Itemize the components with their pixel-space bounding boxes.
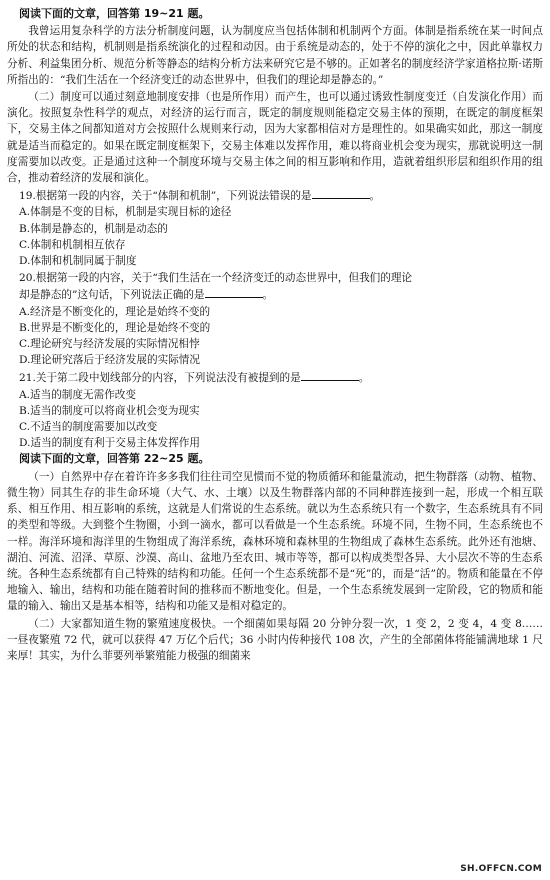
question-21: 21.关于第二段中划线部分的内容，下列说法没有被提到的是 。 xyxy=(19,369,543,386)
option-20-a: A.经济是不断变化的，理论是始终不变的 xyxy=(19,305,211,318)
source-watermark: SH.OFFCN.COM xyxy=(460,863,542,874)
option-19-c: C.体制和机制相互依存 xyxy=(19,238,126,251)
option-21-a: A.适当的制度无需作改变 xyxy=(19,388,136,401)
option-21-d: D.适当的制度有利于交易主体发挥作用 xyxy=(19,437,200,450)
document-page xyxy=(7,6,543,665)
option-20-b: B.世界是不断变化的，理论是始终不变的 xyxy=(19,321,211,334)
option-21-c: C.不适当的制度需要加以改变 xyxy=(19,421,158,434)
option-20-d: D.理论研究落后于经济发展的实际情况 xyxy=(19,354,200,367)
option-19-b: B.体制是静态的，机制是动态的 xyxy=(19,222,168,235)
section-heading-19-21: 阅读下面的文章，回答第 19~21 题。 xyxy=(19,7,210,20)
question-20-cont: 却是静态的”这句话，下列说法正确的是 。 xyxy=(19,286,543,303)
option-19-d: D.体制和机制同属于制度 xyxy=(19,255,137,268)
passage-paragraph-1: 我曾运用复杂科学的方法分析制度问题，认为制度应当包括体制和机制两个方面。体制是指系统在某一时间点所处的状态和结构，机制则是指系统演化的过程和动因。由于系统是动态的，处于不停的演化之中，因此单靠权力分析、利益集团分析、规范分析等静态的结构分析方法来研究它是不够的。正如著名的制度经济学家道格拉斯·诺斯所指出的：“我们生活在一个经济变迁的动态世界中，但我们的理论却是静态的。” xyxy=(7,25,543,86)
answer-blank[interactable] xyxy=(312,187,370,199)
answer-blank[interactable] xyxy=(205,286,263,298)
answer-blank[interactable] xyxy=(301,369,359,381)
passage-paragraph-3: （一）自然界中存在着许许多多我们往往司空见惯而不觉的物质循环和能量流动，把生物群落（动物、植物、微生物）同其生存的非生命环境（大气、水、土壤）以及生物群落内部的不同种群连接到一起，形成一个相互联系、相互作用、相互影响的系统，这就是人们常说的生态系统。就以为生态系统只有一个数字，生态系统具有不同的类型和等级。大到整个生物圈，小到一滴水，都可以看做是一个生态系统。环境不同，生物不同，生态系统也不一样。海洋环境和海洋里的生物组成了海洋系统，森林环境和森林里的生物组成了森林生态系统。此外还有池塘、湖泊、河流、沼泽、草原、沙漠、高山、盆地乃至农田、城市等等，都可以构成类型各异、大小层次不等的生态系统。各种生态系统都有自己特殊的结构和功能。任何一个生态系统都不是“死”的，而是“活”的。物质和能量在不停地输入、输出，结构和功能在随着时间的推移而不断地变化。但是，一个生态系统发展到一定阶段，它的物质和能量的输入、输出又是基本相等，结构和功能又是相对稳定的。 xyxy=(7,470,543,613)
option-19-a: A.体制是不变的目标，机制是实现目标的途径 xyxy=(19,206,232,219)
option-20-c: C.理论研究与经济发展的实际情况相悖 xyxy=(19,338,200,351)
question-19: 19.根据第一段的内容，关于“体制和机制”，下列说法错误的是 。 xyxy=(19,187,543,204)
question-20: 20.根据第一段的内容，关于“我们生活在一个经济变迁的动态世界中，但我们的理论 xyxy=(19,272,413,285)
section-heading-22-25: 阅读下面的文章，回答第 22~25 题。 xyxy=(19,452,210,466)
passage-paragraph-2: （二）制度可以通过刻意地制度安排（也是所作用）而产生，也可以通过诱致性制度变迁（自发演化作用）而演化。按照复杂性科学的观点，对经济的运行而言，既定的制度规则能稳定交易主体的预期，在既定的制度框架下，交易主体之间都知道对方会按照什么规则来行动，因为大家都相信对方是理性的。如果确实如此，那这一制度就是适当而稳定的。如果在既定制度框架下，交易主体难以发挥作用，难以将商业机会变为现实，那就说明这一制度需要加以改变。正是通过这种一个制度环境与交易主体之间的相互影响和作用，造就着组织形层和组织作用的组合，推动着经济的发展和演化。 xyxy=(7,91,543,185)
option-21-b: B.适当的制度可以将商业机会变为现实 xyxy=(19,404,200,417)
passage-paragraph-4: （二）大家都知道生物的繁殖速度极快。一个细菌如果每隔 20 分钟分裂一次，1 变 2，2 变 4，4 变 8……一昼夜繁殖 72 代，就可以获得 47 万亿个后代；36 小时内传种接代 108 次，产生的全部菌体将能铺满地球 1 尺来厚！其实，为什么菲要列举繁殖能力极强的细菌来 xyxy=(7,617,543,662)
